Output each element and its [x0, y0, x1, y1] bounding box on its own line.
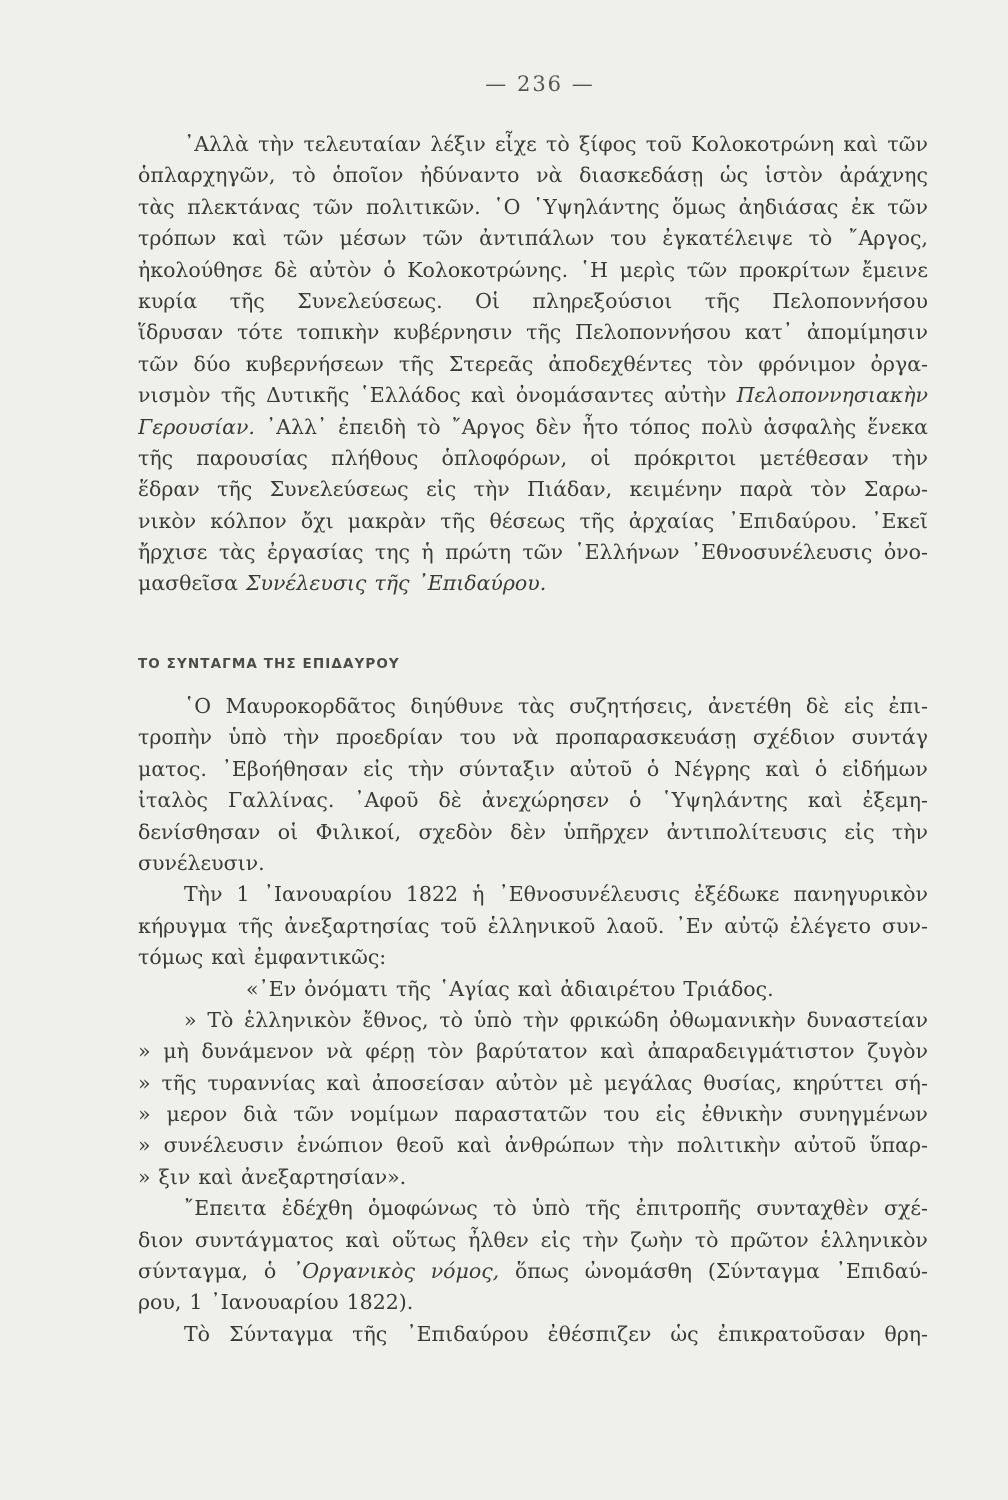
text-line: νισμὸν τῆς Δυτικῆς ῾Ελλάδος καὶ ὀνομάσαντες αὐτὴν Πελοποννησιακὴν — [138, 383, 928, 408]
text-line: ἕδραν τῆς Συνελεύσεως εἰς τὴν Πιάδαν, κειμένην παρὰ τὸν Σαρω- — [138, 477, 928, 502]
text-line: τὰς πλεκτάνας τῶν πολιτικῶν. ῾Ο ῾Υψηλάντης ὅμως ἀηδιάσας ἐκ τῶν — [138, 194, 928, 219]
text-line: τῆς παρουσίας πλήθους ὁπλοφόρων, οἱ πρόκριτοι μετέθεσαν τὴν — [138, 445, 928, 470]
text-line: «᾿Εν ὀνόματι τῆς ῾Αγίας καὶ ἀδιαιρέτου Τριάδος. — [246, 976, 774, 1001]
text-line: » μερον διὰ τῶν νομίμων παραστατῶν του εἰς ἐθνικὴν συνηγμένων — [138, 1102, 928, 1127]
text-line: τῶν δύο κυβερνήσεων τῆς Στερεᾶς ἀποδεχθέντες τὸν φρόνιμον ὀργα- — [138, 351, 928, 376]
paragraph-block-assembly — [138, 129, 928, 600]
text-line: » μὴ δυνάμενον νὰ φέρῃ τὸν βαρύτατον καὶ ἀπαραδειγμάτιστον ζυγὸν — [138, 1039, 928, 1064]
text-line: ἤρχισε τὰς ἐργασίας της ἡ πρώτη τῶν ῾Ελλήνων ᾿Εθνοσυνέλευσις ὀνο- — [138, 540, 928, 565]
text-line: ὁπλαρχηγῶν, τὸ ὁποῖον ἠδύναντο νὰ διασκεδάσῃ ὡς ἱστὸν ἀράχνης — [138, 163, 928, 188]
text-line: ρου, 1 ᾿Ιανουαρίου 1822). — [138, 1290, 414, 1315]
text-line: νικὸν κόλπον ὄχι μακρὰν τῆς θέσεως τῆς ἀρχαίας ᾿Επιδαύρου. ᾿Εκεῖ — [138, 508, 928, 533]
text-line: τρόπων καὶ τῶν μέσων τῶν ἀντιπάλων του ἐγκατέλειψε τὸ ῎Αργος, — [138, 226, 928, 251]
text-line: » τῆς τυραννίας καὶ ἀποσείσαν αὐτὸν μὲ μεγάλας θυσίας, κηρύττει σή- — [138, 1070, 928, 1095]
text-line: » συνέλευσιν ἐνώπιον θεοῦ καὶ ἀνθρώπων τὴν πολιτικὴν αὐτοῦ ὕπαρ- — [138, 1133, 928, 1158]
page-number: — 236 — — [485, 72, 595, 96]
text-line: διον συντάγματος καὶ οὕτως ἦλθεν εἰς τὴν ζωὴν τὸ πρῶτον ἑλληνικὸν — [138, 1227, 928, 1252]
text-line: ἰταλὸς Γαλλίνας. ᾿Αφοῦ δὲ ἀνεχώρησεν ὁ ῾Υψηλάντης καὶ ἐξεμη- — [138, 788, 928, 813]
text-line: ματος. ᾿Εβοήθησαν εἰς τὴν σύνταξιν αὐτοῦ ὁ Νέγρης καὶ ὁ εἰδήμων — [138, 756, 928, 781]
paragraph-block-constitution — [138, 691, 928, 1350]
text-line: συνέλευσιν. — [138, 850, 265, 875]
text-line: » ξιν καὶ ἀνεξαρτησίαν». — [138, 1164, 407, 1189]
text-line: ῎Επειτα ἐδέχθη ὁμοφώνως τὸ ὑπὸ τῆς ἐπιτροπῆς συνταχθὲν σχέ- — [184, 1196, 928, 1221]
text-line: » Τὸ ἑλληνικὸν ἔθνος, τὸ ὑπὸ τὴν φρικώδη ὀθωμανικὴν δυναστείαν — [184, 1007, 928, 1032]
text-line: σύνταγμα, ὁ ᾿Οργανικὸς νόμος, ὅπως ὠνομάσθη (Σύνταγμα ᾿Επιδαύ- — [138, 1259, 928, 1284]
text-line: ἵδρυσαν τότε τοπικὴν κυβέρνησιν τῆς Πελοποννήσου κατ᾿ ἀπομίμησιν — [138, 320, 928, 345]
text-line: Γερουσίαν. ᾿Αλλ᾿ ἐπειδὴ τὸ ῎Αργος δὲν ἦτο τόπος πολὺ ἀσφαλὴς ἕνεκα — [138, 414, 928, 439]
text-line: Τὴν 1 ᾿Ιανουαρίου 1822 ἡ ᾿Εθνοσυνέλευσις ἐξέδωκε πανηγυρικὸν — [184, 882, 928, 907]
text-line: ῾Ο Μαυροκορδᾶτος διηύθυνε τὰς συζητήσεις, ἀνετέθη δὲ εἰς ἐπι- — [184, 694, 928, 718]
text-line: κυρία τῆς Συνελεύσεως. Οἱ πληρεξούσιοι τῆς Πελοποννήσου — [138, 288, 928, 313]
text-line: κήρυγμα τῆς ἀνεξαρτησίας τοῦ ἑλληνικοῦ λαοῦ. ᾿Εν αὐτῷ ἐλέγετο συν- — [138, 913, 928, 938]
text-line: Τὸ Σύνταγμα τῆς ᾿Επιδαύρου ἐθέσπιζεν ὡς ἐπικρατοῦσαν θρη- — [184, 1321, 928, 1346]
text-line: τροπὴν ὑπὸ τὴν προεδρίαν του νὰ προπαρασκευάσῃ σχέδιον συντάγ — [138, 725, 928, 750]
text-line: ἠκολούθησε δὲ αὐτὸν ὁ Κολοκοτρώνης. ῾Η μερὶς τῶν προκρίτων ἔμεινε — [138, 257, 928, 282]
text-line: μασθεῖσα Συνέλευσις τῆς ᾿Επιδαύρου. — [138, 571, 547, 596]
text-line: τόμως καὶ ἐμφαντικῶς: — [138, 945, 387, 970]
text-line: ᾿Αλλὰ τὴν τελευταίαν λέξιν εἶχε τὸ ξίφος τοῦ Κολοκοτρώνη καὶ τῶν — [184, 132, 928, 156]
text-line: δενίσθησαν οἱ Φιλικοί, σχεδὸν δὲν ὑπῆρχεν ἀντιπολίτευσις εἰς τὴν — [138, 819, 928, 844]
section-heading: ΤΟ ΣΥΝΤΑΓΜΑ ΤΗΣ ΕΠΙΔΑΥΡΟΥ — [138, 656, 400, 672]
